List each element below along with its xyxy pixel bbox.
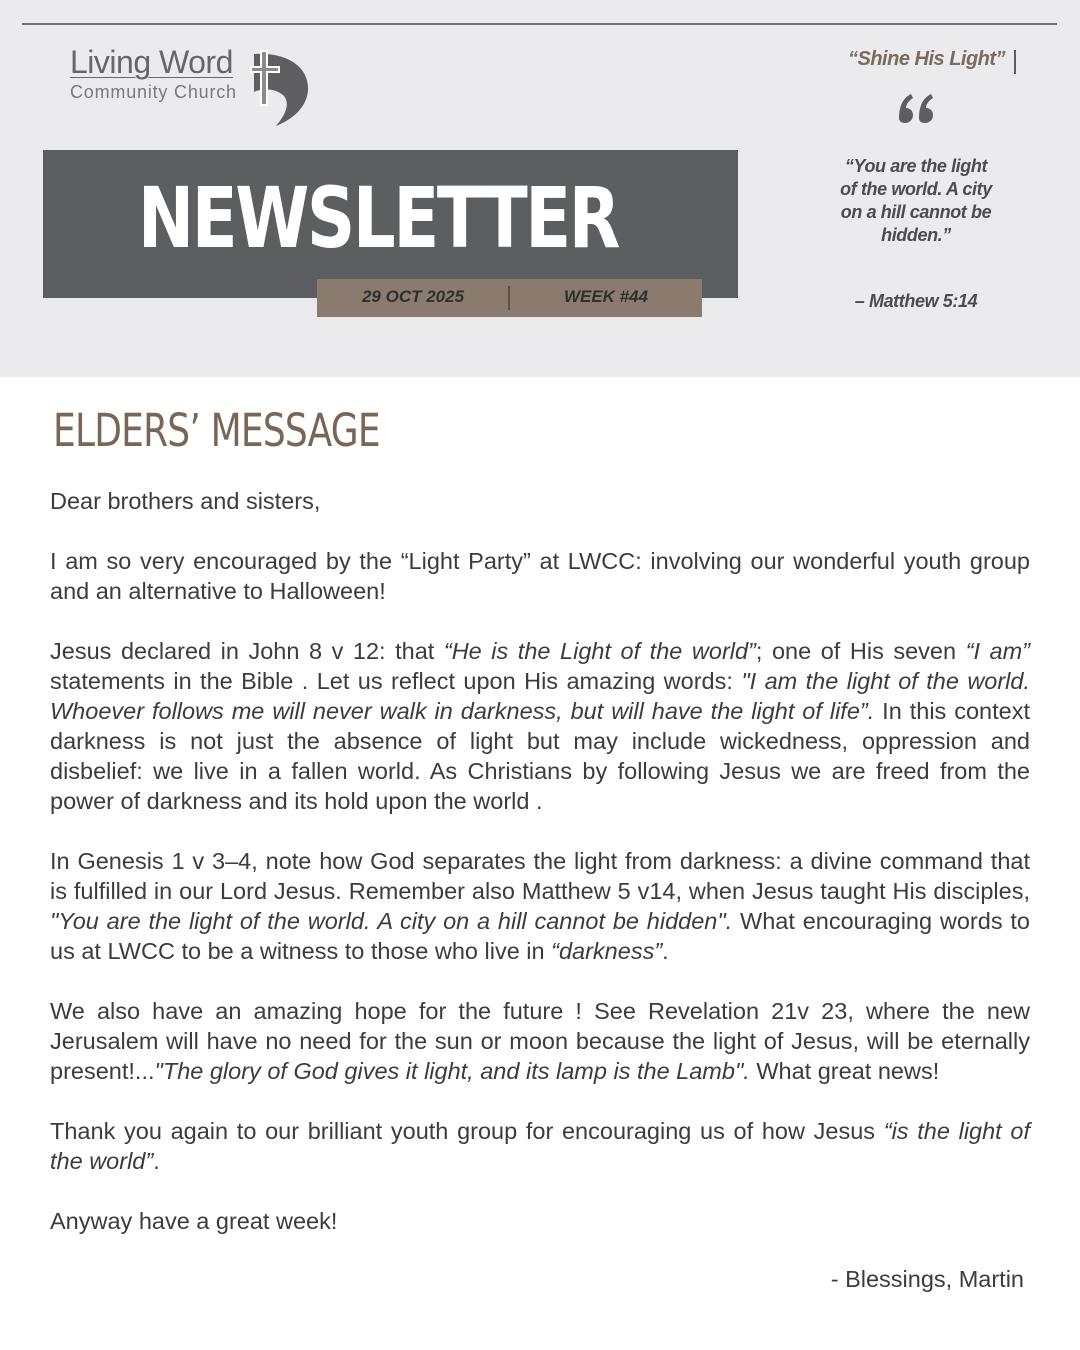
- message-paragraph-2: Jesus declared in John 8 v 12: that “He is the Light of the world”; one of His seven “I am” statements in the Bible . Let us reflect upon His amazing words: "I am the light of the world. Whoever follows me will never walk in darkness, but will have the light of life”. In this context darkness is not just the absence of light but may include wickedness, oppression and disbelief: we live in a fallen world. As Christians by following Jesus we are freed from the power of darkness and its hold upon the world .: [50, 638, 1031, 814]
- logo-subtitle: Community Church: [70, 82, 237, 102]
- scripture-reference: – Matthew 5:14: [854, 291, 978, 311]
- quote-mark-icon: [895, 88, 937, 128]
- message-closing: Anyway have a great week!: [50, 1208, 338, 1234]
- section-heading: ELDERS’ MESSAGE: [53, 404, 380, 457]
- message-signoff: - Blessings, Martin: [830, 1266, 1024, 1292]
- message-greeting: Dear brothers and sisters,: [50, 488, 321, 514]
- tagline: “Shine His Light”: [848, 48, 1006, 70]
- scripture-quote: “You are the light of the world. A city on a hill cannot be hidden.”: [840, 156, 992, 245]
- church-logo: [70, 44, 320, 128]
- tagline-divider: [1014, 50, 1016, 74]
- issue-week: WEEK #44: [563, 287, 649, 306]
- message-paragraph-3: In Genesis 1 v 3–4, note how God separates the light from darkness: a divine command that is fulfilled in our Lord Jesus. Remember also Matthew 5 v14, when Jesus taught His disciples, "You are the light of the world. A city on a hill cannot be hidden". What encouraging words to us at LWCC to be a witness to those who live in “darkness”.: [50, 848, 1030, 964]
- issue-date: 29 OCT 2025: [361, 287, 465, 306]
- top-divider: [22, 23, 1057, 25]
- issue-info-bar: [317, 279, 702, 317]
- page-title: NEWSLETTER: [137, 169, 619, 267]
- logo-name: Living Word: [70, 44, 233, 80]
- newsletter-title-block: [43, 150, 738, 298]
- elders-message: [50, 486, 1030, 1236]
- message-paragraph-4: We also have an amazing hope for the future ! See Revelation 21v 23, where the new Jerusalem will have no need for the sun or moon because the light of Jesus, will be eternally present!..."The glory of God gives it light, and its lamp is the Lamb". What great news!: [50, 998, 1030, 1084]
- message-paragraph-1: I am so very encouraged by the “Light Party” at LWCC: involving our wonderful youth group and an alternative to Halloween!: [50, 548, 1030, 604]
- message-paragraph-5: Thank you again to our brilliant youth group for encouraging us of how Jesus “is the light of the world”.: [50, 1118, 1031, 1174]
- cross-flag-icon: [246, 48, 312, 128]
